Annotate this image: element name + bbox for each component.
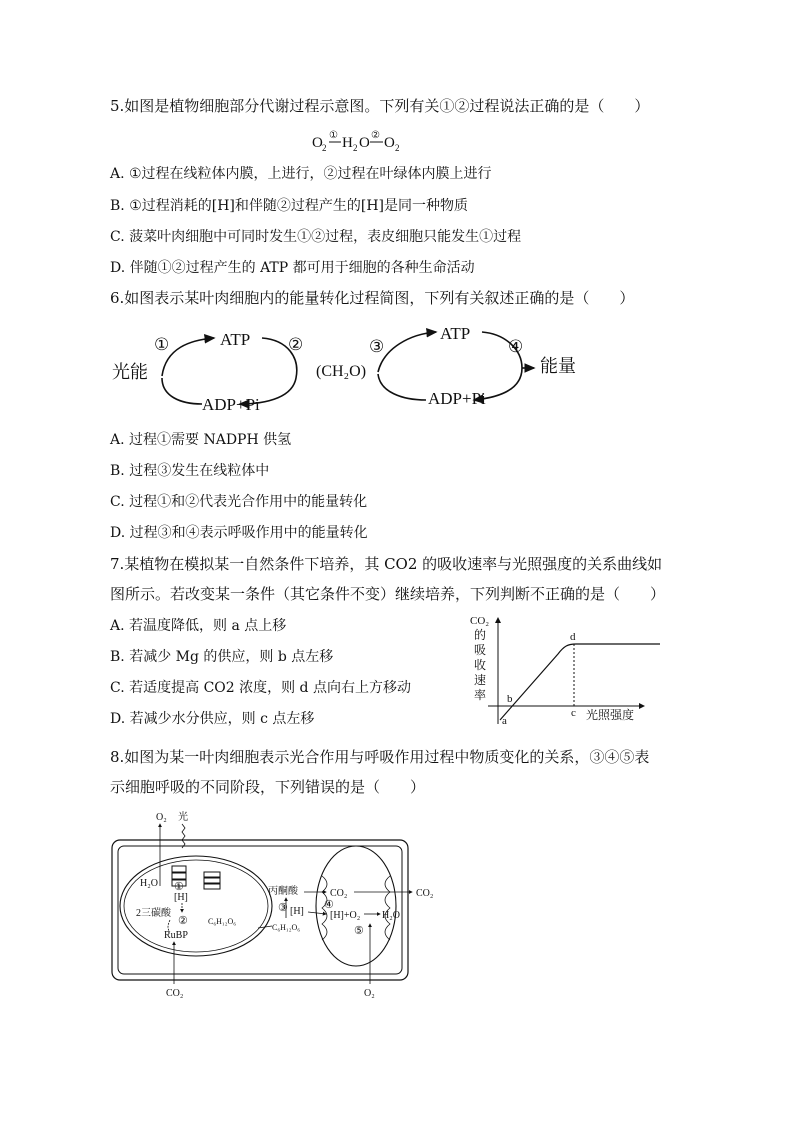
light-energy-label: 光能 (112, 362, 148, 382)
point-b: b (507, 693, 513, 705)
formula-step1: ① (329, 130, 338, 141)
step-5: ⑤ (354, 925, 364, 937)
step-1: ① (174, 881, 184, 893)
q7-stem-line1: 7.某植物在模拟某一自然条件下培养，其 CO2 的吸收速率与光照强度的关系曲线如 (110, 555, 663, 573)
svg-text:速: 速 (474, 673, 487, 687)
step-3: ③ (278, 902, 288, 914)
point-d: d (570, 631, 576, 643)
q5-option-c: C. 菠菜叶肉细胞中可同时发生①②过程，表皮细胞只能发生①过程 (110, 229, 522, 245)
q6-option-a: A. 过程①需要 NADPH 供氢 (110, 432, 292, 448)
q6-option-c: C. 过程①和②代表光合作用中的能量转化 (110, 494, 368, 510)
svg-text:2: 2 (395, 143, 400, 153)
co2-out: CO₂ (416, 888, 434, 899)
h-o2-label: [H]+O₂ (330, 910, 361, 921)
light-label: 光 (178, 812, 188, 823)
q7-stem-line2: 图所示。若改变某一条件（其它条件不变）继续培养，下列判断不正确的是（ ） (110, 585, 666, 603)
c3-label: 2三碳酸 (136, 908, 171, 919)
q6-energy-diagram (110, 318, 590, 422)
x-label: 光照强度 (586, 708, 635, 722)
o2-bottom: O₂ (364, 988, 375, 999)
point-c: c (571, 707, 576, 719)
formula-step2: ② (371, 130, 380, 141)
step-4: ④ (508, 337, 524, 356)
adp-left: ADP+Pi (202, 395, 260, 414)
energy-label: 能量 (540, 356, 576, 376)
q7-co2-graph (466, 612, 676, 732)
q5-option-d: D. 伴随①②过程产生的 ATP 都可用于细胞的各种生命活动 (110, 260, 475, 276)
q5-option-a: A. ①过程在线粒体内膜，上进行，②过程在叶绿体内膜上进行 (110, 166, 492, 182)
step-1: ① (154, 335, 170, 354)
q8-stem-line2: 示细胞呼吸的不同阶段，下列错误的是（ ） (110, 778, 426, 796)
formula-o2-right: O (384, 135, 395, 151)
pyruvate-label: 丙酮酸 (268, 886, 298, 897)
h2o-chl: H₂O (140, 878, 158, 889)
q5-stem: 5.如图是植物细胞部分代谢过程示意图。下列有关①②过程说法正确的是（ ） (110, 97, 650, 115)
step-3: ③ (369, 337, 385, 356)
q7-option-d: D. 若减少水分供应，则 c 点左移 (110, 711, 315, 727)
q8-stem-line1: 8.如图为某一叶肉细胞表示光合作用与呼吸作用过程中物质变化的关系，③④⑤表 (110, 748, 650, 766)
co2-bottom: CO₂ (166, 988, 184, 999)
q7-option-c: C. 若适度提高 CO2 浓度，则 d 点向右上方移动 (110, 680, 411, 696)
q8-cell-diagram (108, 806, 458, 1006)
h2o-mito: H₂O (382, 910, 400, 921)
h-cyto: [H] (290, 906, 304, 917)
adp-right: ADP+Pi (428, 389, 486, 408)
ch2o-label: (CH₂O) (316, 363, 367, 380)
svg-text:2: 2 (353, 143, 358, 153)
svg-text:2: 2 (322, 143, 327, 153)
step-4: ④ (324, 899, 334, 911)
point-a: a (502, 715, 507, 727)
formula-o2-left: O (312, 135, 323, 151)
atp-left: ATP (220, 330, 251, 349)
q6-option-b: B. 过程③发生在线粒体中 (110, 463, 270, 479)
formula-h2o: H (342, 135, 353, 151)
svg-text:收: 收 (474, 658, 487, 672)
atp-right: ATP (440, 324, 471, 343)
glucose-cyto: C₆H₁₂O₆ (272, 923, 301, 932)
h-chl: [H] (174, 892, 188, 903)
q5-formula (310, 128, 420, 154)
svg-text:率: 率 (474, 688, 487, 702)
q7-option-a: A. 若温度降低，则 a 点上移 (110, 618, 287, 634)
svg-text:O: O (359, 135, 370, 151)
svg-text:吸: 吸 (474, 643, 487, 657)
svg-text:的: 的 (474, 628, 487, 642)
curve-line (500, 644, 660, 720)
step-2: ② (288, 335, 304, 354)
y-label-co2: CO₂ (470, 615, 490, 627)
rubp-label: RuBP (164, 930, 188, 941)
q7-option-b: B. 若减少 Mg 的供应，则 b 点左移 (110, 649, 334, 665)
o2-top: O₂ (156, 812, 167, 823)
chloroplast (120, 856, 272, 956)
co2-mito: CO₂ (330, 888, 348, 899)
step-2: ② (178, 915, 188, 927)
q5-option-b: B. ①过程消耗的[H]和伴随②过程产生的[H]是同一种物质 (110, 198, 469, 214)
q6-stem: 6.如图表示某叶肉细胞内的能量转化过程简图，下列有关叙述正确的是（ ） (110, 289, 635, 307)
glucose-chl: C₆H₁₂O₆ (208, 917, 237, 926)
q6-option-d: D. 过程③和④表示呼吸作用中的能量转化 (110, 525, 368, 541)
